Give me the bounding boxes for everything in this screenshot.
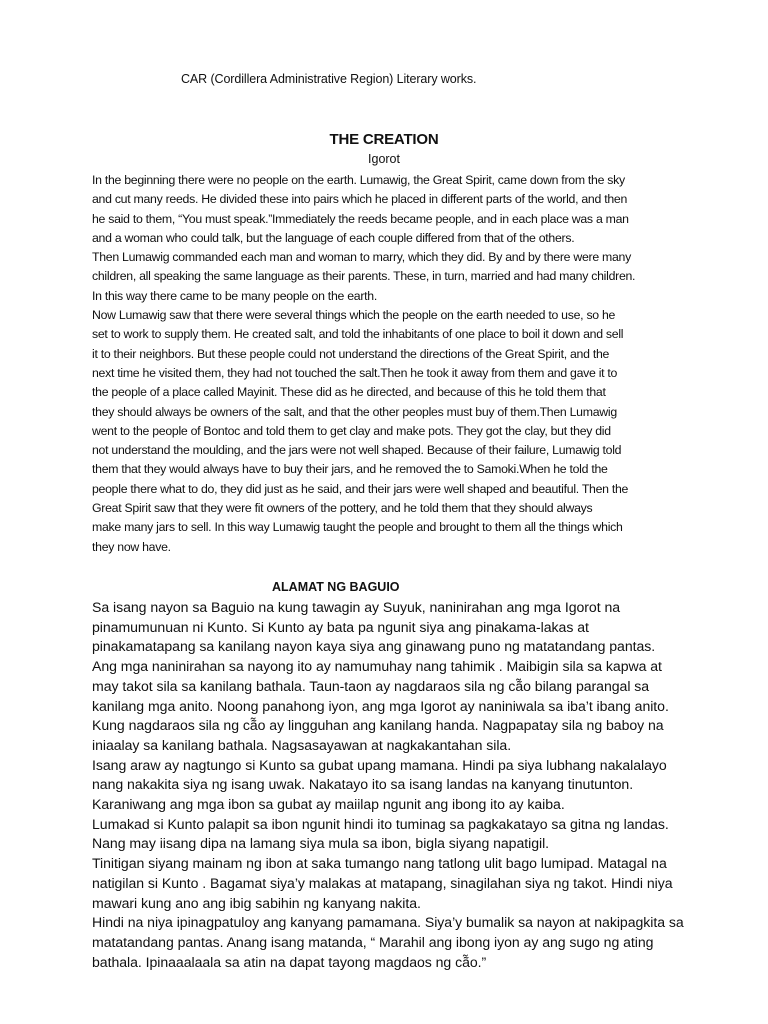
text-line: people there what to do, they did just as he said, and their jars were well shaped and beautiful. Then the xyxy=(92,481,629,496)
section-subtitle-igorot: Igorot xyxy=(368,152,400,166)
alamat-story-text xyxy=(92,598,692,972)
text-line: Tinitigan siyang mainam ng ibon at saka tumango nang tatlong ulit bago lumipad. Matagal na xyxy=(92,855,667,872)
text-line: not understand the moulding, and the jars were not well shaped. Because of their failure, Lumawig told xyxy=(92,443,622,458)
text-line: Ang mga naninirahan sa nayong ito ay namumuhay nang tahimik . Maibigin sila sa kapwa at xyxy=(92,658,662,675)
text-line: bathala. Ipinaaalaala sa atin na dapat tayong magdaos ng cã̃o.” xyxy=(92,953,487,970)
text-line: they should always be owners of the salt, and that the other peoples must buy of them.Then Lumawig xyxy=(92,404,617,419)
section-title-alamat: ALAMAT NG BAGUIO xyxy=(272,580,400,594)
text-line: Isang araw ay nagtungo si Kunto sa gubat upang mamana. Hindi pa siya lubhang nakalalayo xyxy=(92,756,667,773)
text-line: natigilan si Kunto . Bagamat siya’y malakas at matapang, sinagilahan siya ng takot. Hindi niya xyxy=(92,874,673,891)
text-line: they now have. xyxy=(92,539,171,554)
text-line: Sa isang nayon sa Baguio na kung tawagin ay Suyuk, naninirahan ang mga Igorot na xyxy=(92,599,621,615)
text-line: In this way there came to be many people on the earth. xyxy=(92,288,377,303)
text-line: Karaniwang ang mga ibon sa gubat ay maiilap ngunit ang ibong ito ay kaiba. xyxy=(92,796,565,813)
text-line: matatandang pantas. Anang isang matanda, “ Marahil ang ibong iyon ay ang sugo ng ating xyxy=(92,933,654,950)
text-line: make many jars to sell. In this way Lumawig taught the people and brought to them all the things which xyxy=(92,520,623,535)
text-line: In the beginning there were no people on the earth. Lumawig, the Great Spirit, came down from the sky xyxy=(92,173,625,187)
text-line: and cut many reeds. He divided these into pairs which he placed in different parts of the world, and then xyxy=(92,192,628,207)
text-line: them that they would always have to buy their jars, and he removed the to Samoki.When he told the xyxy=(92,462,608,477)
creation-story-text xyxy=(92,171,692,557)
document-header: CAR (Cordillera Administrative Region) Literary works. xyxy=(181,72,477,86)
text-line: and a woman who could talk, but the language of each couple differed from that of the others. xyxy=(92,230,575,245)
text-line: Now Lumawig saw that there were several things which the people on the earth needed to use, so he xyxy=(92,308,616,323)
text-line: children, all speaking the same language as their parents. These, in turn, married and had many children. xyxy=(92,269,636,284)
text-line: mawari kung ano ang ibig sabihin ng kanyang nakita. xyxy=(92,894,421,911)
text-line: Great Spirit saw that they were fit owners of the pottery, and he told them that they should always xyxy=(92,501,593,516)
text-line: kanilang mga anito. Noong panahong iyon, ang mga Igorot ay naniniwala sa iba’t ibang anito. xyxy=(92,697,669,714)
text-line: iniaalay sa kanilang bathala. Nagsasayawan at nagkakantahan sila. xyxy=(92,736,512,753)
text-line: the people of a place called Mayinit. These did as he directed, and because of this he told them that xyxy=(92,385,606,400)
text-line: he said to them, “You must speak.”Immediately the reeds became people, and in each place was a man xyxy=(92,211,629,226)
text-line: Lumakad si Kunto palapit sa ibon ngunit hindi ito tuminag sa pagkakatayo sa gitna ng landas. xyxy=(92,815,669,832)
section-title-creation: THE CREATION xyxy=(329,131,439,148)
text-line: set to work to supply them. He created salt, and told the inhabitants of one place to boil it down and sell xyxy=(92,327,624,342)
text-line: Kung nagdaraos sila ng cã̃o ay lingguhan ang kanilang handa. Nagpapatay sila ng baboy na xyxy=(92,717,664,734)
text-line: Nang may iisang dipa na lamang siya mula sa ibon, bigla siyang napatigil. xyxy=(92,835,550,852)
text-line: Then Lumawig commanded each man and woman to marry, which they did. By and by there were many xyxy=(92,250,631,265)
text-line: Hindi na niya ipinagpatuloy ang kanyang pamamana. Siya’y bumalik sa nayon at nakipagkita sa xyxy=(92,914,684,931)
text-line: nang nakakita siya ng isang uwak. Nakatayo ito sa isang landas na kanyang tinutunton. xyxy=(92,776,634,793)
text-line: next time he visited them, they had not touched the salt.Then he took it away from them and gave it to xyxy=(92,365,618,380)
text-line: went to the people of Bontoc and told them to get clay and make pots. They got the clay, but they did xyxy=(92,423,611,438)
text-line: pinakamatapang sa kanilang nayon kaya siya ang ginawang puno ng matatandang pantas. xyxy=(92,638,656,655)
text-line: it to their neighbors. But these people could not understand the directions of the Great Spirit, and the xyxy=(92,346,610,361)
text-line: pinamumunuan ni Kunto. Si Kunto ay bata pa ngunit siya ang pinakama-lakas at xyxy=(92,618,589,635)
text-line: may takot sila sa kanilang bathala. Taun-taon ay nagdaraos sila ng cã̃o bilang parangal sa xyxy=(92,677,650,694)
